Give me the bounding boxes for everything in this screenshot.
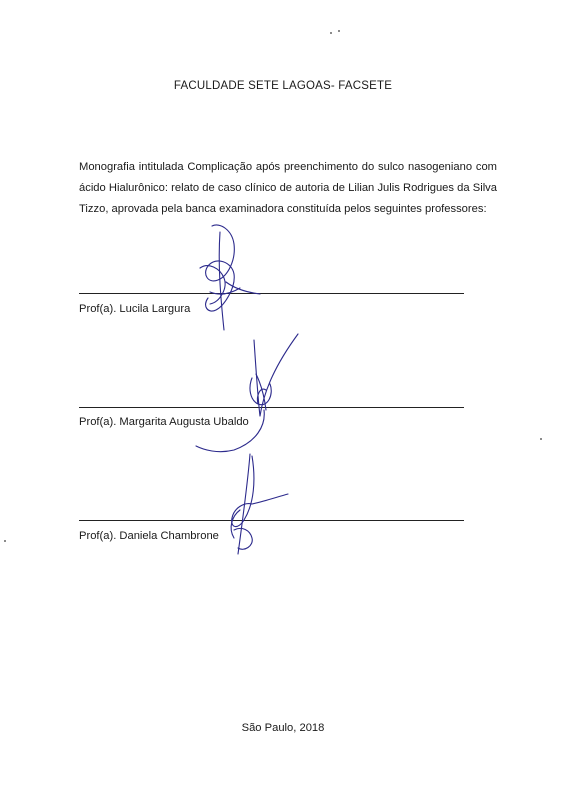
signatory-name-2: Prof(a). Margarita Augusta Ubaldo <box>79 416 249 428</box>
place-and-date: São Paulo, 2018 <box>241 722 325 734</box>
handwritten-signature-1 <box>190 222 270 334</box>
signatory-name-1: Prof(a). Lucila Largura <box>79 303 191 315</box>
scan-speck <box>330 32 332 34</box>
scan-speck <box>338 30 340 32</box>
signature-line-2 <box>79 407 464 408</box>
signature-line-3 <box>79 520 464 521</box>
scan-speck <box>4 540 6 542</box>
handwritten-signature-3 <box>222 450 292 562</box>
scan-speck <box>540 438 542 440</box>
approval-statement: Monografia intitulada Complicação após preenchimento do sulco nasogeniano com ácido Hialurônico: relato de caso clínico de autoria de Lilian Julis Rodrigues da Silva Tizzo, aprovada pela banca examinadora constituída pelos seguintes professores: <box>79 161 497 215</box>
institution-title: FACULDADE SETE LAGOAS- FACSETE <box>173 80 393 92</box>
signatory-name-3: Prof(a). Daniela Chambrone <box>79 530 219 542</box>
signature-line-1 <box>79 293 464 294</box>
handwritten-signature-2 <box>194 330 304 458</box>
